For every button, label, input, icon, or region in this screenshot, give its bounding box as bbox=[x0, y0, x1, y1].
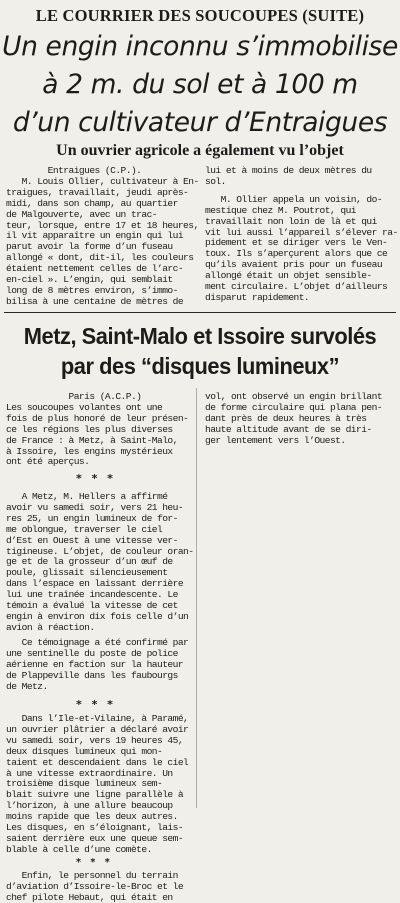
text-line: qu’ils avaient pris pour un fuseau bbox=[205, 260, 398, 271]
text-line: long de 8 mètres environ, s’immo- bbox=[6, 286, 199, 297]
section-stars: * * * bbox=[76, 698, 116, 711]
article-2-parame-paragraph bbox=[6, 714, 188, 903]
text-line: poule, glissait silencieusement bbox=[6, 568, 193, 579]
text-line: res 25, un engin lumineux de for- bbox=[6, 514, 193, 525]
section-rule bbox=[4, 312, 396, 313]
text-line: engin à environ dix fois celle d’un bbox=[6, 612, 193, 623]
text-line: sol. bbox=[205, 177, 398, 188]
section-kicker: LE COURRIER DES SOUCOUPES (SUITE) bbox=[0, 6, 400, 26]
text-line: lui une traînée incandescente. Le bbox=[6, 590, 193, 601]
text-line: de Malgouverte, avec un trac- bbox=[6, 210, 199, 221]
article-1-left-column bbox=[6, 166, 199, 308]
text-line: chef pilote Hebaut, qui était en bbox=[6, 893, 188, 903]
text-line: troisième disque lumineux sem- bbox=[6, 779, 188, 790]
text-line: travaillait non loin de là et qui bbox=[205, 217, 398, 228]
text-line: Entraigues (C.P.). bbox=[6, 166, 199, 177]
text-line: étaient nettement celles de l’arc- bbox=[6, 264, 199, 275]
article-1-right-column bbox=[205, 166, 398, 304]
text-line: me oblongue, traverser le ciel bbox=[6, 525, 193, 536]
text-line: ment circulaire. L’objet d’ailleurs bbox=[205, 282, 398, 293]
text-line: d’Est en Ouest à une vitesse ver- bbox=[6, 536, 193, 547]
text-line: teur, lorsque, entre 17 et 18 heures, bbox=[6, 221, 199, 232]
article-2-intro bbox=[6, 392, 188, 468]
text-line: disparut rapidement. bbox=[205, 293, 398, 304]
text-line: ce les régions les plus diverses bbox=[6, 425, 188, 436]
text-line: de Metz. bbox=[6, 682, 188, 693]
text-line: ge et de la grosseur d’un œuf de bbox=[6, 557, 193, 568]
article-2-metz-paragraph bbox=[6, 492, 193, 634]
text-line: Ce témoignage a été confirmé par bbox=[6, 638, 188, 649]
text-line: vit lui aussi l’appareil s’élever ra- bbox=[205, 228, 398, 239]
article-2-right-column bbox=[205, 392, 382, 447]
text-line: avoir vu samedi soir, vers 21 heu- bbox=[6, 503, 193, 514]
text-line: témoin a évalué la vitesse de cet bbox=[6, 601, 193, 612]
text-line: M. Ollier appela un voisin, do- bbox=[205, 195, 398, 206]
text-line: vol, ont observé un engin brillant bbox=[205, 392, 382, 403]
article-2-metz-confirmation bbox=[6, 638, 188, 693]
text-line: blait suivre une ligne parallèle à bbox=[6, 790, 188, 801]
text-line: dant près de deux heures à très bbox=[205, 414, 382, 425]
text-line: traigues, travaillait, jeudi après- bbox=[6, 188, 199, 199]
headline-1-line-2: à 2 m. du sol et à 100 m bbox=[0, 68, 400, 102]
headline-1-line-1: Un engin inconnu s’immobilise bbox=[0, 30, 400, 64]
text-line: aérienne en faction sur la hauteur bbox=[6, 660, 188, 671]
text-line: haute altitude avant de se diri- bbox=[205, 425, 382, 436]
text-line: avion à réaction. bbox=[6, 623, 193, 634]
text-line: en-ciel ». L’engin, qui semblait bbox=[6, 275, 199, 286]
text-line: d’aviation d’Issoire-le-Broc et le bbox=[6, 882, 188, 893]
text-line: l’horizon, à une allure beaucoup bbox=[6, 801, 188, 812]
text-line: une sentinelle du poste de police bbox=[6, 649, 188, 660]
text-line: midi, dans son champ, au quartier bbox=[6, 199, 199, 210]
section-stars: * * * bbox=[76, 472, 116, 485]
text-line: toux. Ils s’aperçurent alors que ce bbox=[205, 249, 398, 260]
text-line: Les disques, en s’éloignant, lais- bbox=[6, 823, 188, 834]
text-line: allongé était un objet sensible- bbox=[205, 271, 398, 282]
text-line: M. Louis Ollier, cultivateur à En- bbox=[6, 177, 199, 188]
text-line: bilisa à une centaine de mètres de bbox=[6, 297, 199, 308]
column-divider bbox=[196, 388, 197, 808]
text-line: allongé « dont, dit-il, les couleurs bbox=[6, 253, 199, 264]
text-line: à une vitesse extraordinaire. Un bbox=[6, 769, 188, 780]
text-line: Les soucoupes volantes ont une bbox=[6, 403, 188, 414]
headline-1-line-3: d’un cultivateur d’Entraigues bbox=[0, 106, 400, 140]
text-line: lui et à moins de deux mètres du bbox=[205, 166, 398, 177]
headline-2-line-2: par des “disques lumineux” bbox=[14, 352, 386, 380]
text-line: un ouvrier plâtrier a déclaré avoir bbox=[6, 725, 188, 736]
text-line: taient et descendaient dans le ciel bbox=[6, 758, 188, 769]
text-line: blable à celle d’une comète. bbox=[6, 845, 188, 856]
text-line: à Issoire, les engins mystérieux bbox=[6, 447, 188, 458]
text-line: vu samedi soir, vers 19 heures 45, bbox=[6, 736, 188, 747]
text-line: de Plappeville dans les faubourgs bbox=[6, 671, 188, 682]
section-stars: * * * bbox=[6, 858, 188, 869]
text-line: A Metz, M. Hellers a affirmé bbox=[6, 492, 193, 503]
text-line: Enfin, le personnel du terrain bbox=[6, 871, 188, 882]
text-line: saient derrière eux une queue sem- bbox=[6, 834, 188, 845]
headline-1-subtitle: Un ouvrier agricole a également vu l’objet bbox=[0, 142, 400, 160]
text-line: moins rapide que les deux autres. bbox=[6, 812, 188, 823]
text-line: Dans l’Ile-et-Vilaine, à Paramé, bbox=[6, 714, 188, 725]
text-line: parut avoir la forme d’un fuseau bbox=[6, 242, 199, 253]
text-line: ger lentement vers l’Ouest. bbox=[205, 436, 382, 447]
text-line: il vit apparaître un engin qui lui bbox=[6, 231, 199, 242]
text-line: de France : à Metz, à Saint-Malo, bbox=[6, 436, 188, 447]
text-line: tigineuse. L’objet, de couleur oran- bbox=[6, 547, 193, 558]
text-line: dans l’espace en laissant derrière bbox=[6, 579, 193, 590]
text-line: pidement et se diriger vers le Ven- bbox=[205, 238, 398, 249]
text-line: deux disques lumineux qui mon- bbox=[6, 747, 188, 758]
text-line: fois de plus honoré de leur présen- bbox=[6, 414, 188, 425]
text-line: ont été aperçus. bbox=[6, 457, 188, 468]
text-line: mestique chez M. Poutrot, qui bbox=[205, 206, 398, 217]
headline-2-line-1: Metz, Saint-Malo et Issoire survolés bbox=[14, 322, 386, 350]
text-line: Paris (A.C.P.) bbox=[6, 392, 188, 403]
text-line: de forme circulaire qui plana pen- bbox=[205, 403, 382, 414]
